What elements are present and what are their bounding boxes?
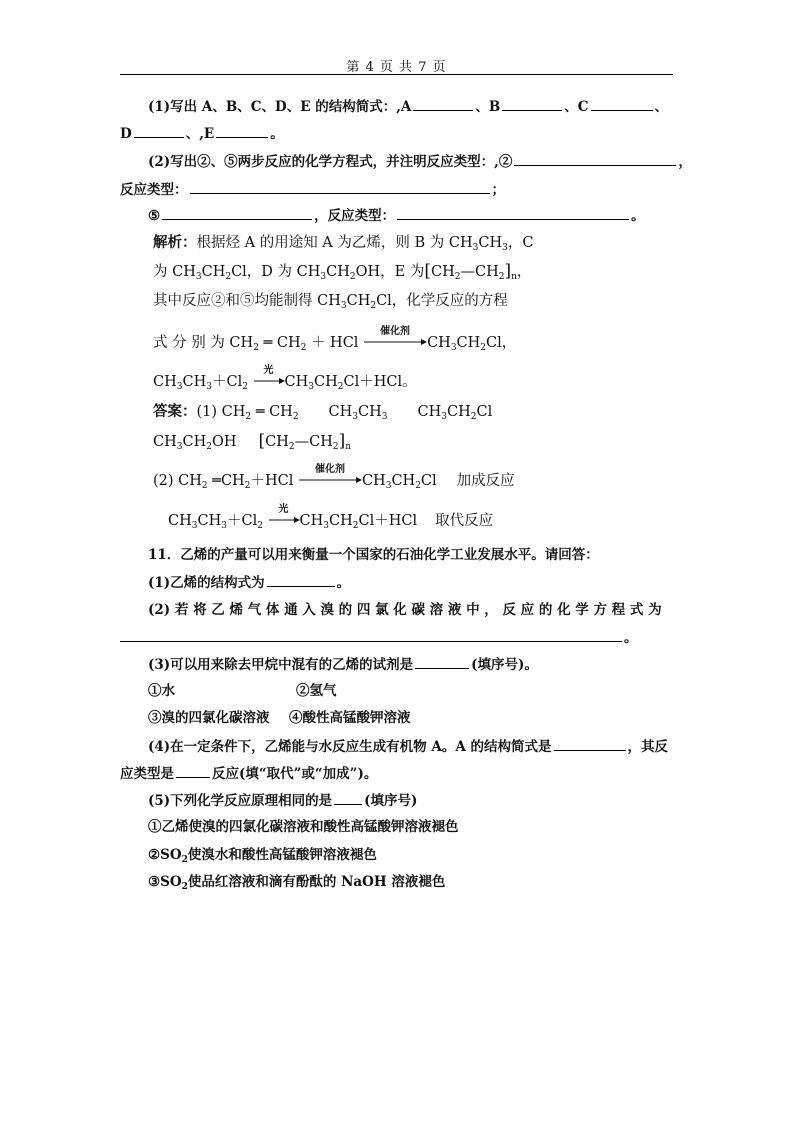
sol-l5-a: CH <box>153 374 177 390</box>
q10-part1-line1 <box>148 97 668 116</box>
sub: 2 <box>480 343 487 353</box>
q11-statement1: ①乙烯使溴的四氯化碳溶液和酸性高锰酸钾溶液褪色 <box>148 819 459 835</box>
q11-option4: ④酸性高锰酸钾溶液 <box>289 710 411 726</box>
q11-s2-b: 使溴水和酸性高锰酸钾溶液褪色 <box>187 847 377 863</box>
ans-c3: ＋HCl <box>250 473 294 489</box>
blank-eq2[interactable] <box>514 152 676 166</box>
ans-b4: CH <box>265 434 289 450</box>
q11-option1: ①水 <box>148 683 175 699</box>
blank-q11-4a[interactable] <box>554 737 626 751</box>
ans-b3: OH <box>211 434 237 450</box>
sub: 3 <box>176 382 183 392</box>
q11-part1 <box>148 573 350 592</box>
sub: 3 <box>320 272 327 282</box>
q10-part2-line1 <box>148 152 692 171</box>
sol-l3-c: Cl，化学反应的方程 <box>376 293 508 309</box>
sub: 2 <box>257 521 263 531</box>
sub-n: n <box>345 442 352 452</box>
sol-l4-f: Cl， <box>486 335 517 351</box>
solution-line5 <box>153 365 417 392</box>
sub: 3 <box>502 243 508 253</box>
sol-l4-e: CH <box>456 335 481 351</box>
catalyst-label: 催化剂 <box>380 326 411 337</box>
sub: 2 <box>415 481 421 491</box>
ans-c1: (2) CH <box>153 473 202 489</box>
blank-b[interactable] <box>502 97 562 111</box>
q11-p4-d: 反应(填“取代”或“加成”)。 <box>212 766 378 782</box>
q11-p4-c: 应类型是 <box>120 766 174 782</box>
q11-p1-label: (1)乙烯的结构式为 <box>148 575 265 591</box>
sub: 2 <box>454 272 461 282</box>
q10-part5-end: 。 <box>631 208 645 224</box>
q10-end: 。 <box>270 126 284 142</box>
q11-stem: 11．乙烯的产量可以用来衡量一个国家的石油化学工业发展水平。请回答： <box>148 547 599 563</box>
q11-part4-line2 <box>120 764 377 783</box>
sol-l5-c: ＋Cl <box>211 374 243 390</box>
q11-p2-end: 。 <box>624 630 638 646</box>
solution-line3 <box>153 291 508 311</box>
ans-c7: 加成反应 <box>456 473 515 489</box>
q11-option2: ②氢气 <box>296 683 337 699</box>
sub: 3 <box>385 481 392 491</box>
q10-sep-b: 、B <box>475 99 501 115</box>
ans-a1: (1) CH <box>196 404 246 420</box>
sol-l1-mid: CH <box>478 235 503 251</box>
ans-d3: ＋Cl <box>226 513 258 529</box>
ans-d7: 取代反应 <box>435 513 494 529</box>
sub: 3 <box>323 521 330 531</box>
ans-d1: CH <box>168 513 192 529</box>
sub: 3 <box>381 412 388 422</box>
q11-p4-b: ，其反 <box>627 739 669 755</box>
sub: 3 <box>472 243 479 253</box>
reaction-arrow-light <box>268 504 300 525</box>
sub: 2 <box>498 272 505 282</box>
q11-s3-b: 使品红溶液和滴有酚酞的 NaOH 溶液褪色 <box>187 874 446 890</box>
sol-l2-c: Cl，D 为 CH <box>231 264 321 280</box>
q11-part2-line1: (2) 若 将 乙 烯 气 体 通 入 溴 的 四 氯 化 碳 溶 液 中 ， 反 应 的 化 学 方 程 式 为 <box>148 602 662 618</box>
sol-l1-text: 根据烃 A 的用途知 A 为乙烯，则 B 为 CH <box>196 235 473 251</box>
q11-p3-label: (3)可以用来除去甲烷中混有的乙烯的试剂是 <box>148 657 414 673</box>
sub: 2 <box>225 272 232 282</box>
sub: 2 <box>292 412 299 422</box>
sol-l4-a: 式 分 别 为 CH <box>153 335 254 351</box>
sol-l2-g: —CH <box>460 264 499 280</box>
sub: 2 <box>332 442 339 452</box>
answer-line1 <box>153 402 492 422</box>
sol-l5-e: CH <box>314 374 338 390</box>
sub: 3 <box>221 521 227 531</box>
q11-part3 <box>148 655 538 674</box>
sub: 3 <box>176 442 183 452</box>
q10-part2-line2 <box>120 180 505 199</box>
ans-b5: —CH <box>294 434 333 450</box>
sub: 3 <box>308 382 315 392</box>
sub: 3 <box>441 412 447 422</box>
ans-c6: Cl <box>420 473 437 489</box>
reaction-arrow-light <box>253 365 285 386</box>
sol-l2-end: ， <box>516 264 532 280</box>
sol-l2-b: CH <box>201 264 226 280</box>
sol-l5-f: Cl＋HCl。 <box>343 374 417 390</box>
blank-type2[interactable] <box>190 180 490 194</box>
header-rule <box>120 74 673 75</box>
ans-d4: CH <box>299 513 324 529</box>
q10-part1-label: (1)写出 A、B、C、D、E 的结构简式：,A <box>148 99 412 115</box>
answer-title: 答案： <box>153 403 197 420</box>
q10-sep-c: 、C <box>564 99 589 115</box>
ans-d2: CH <box>197 513 222 529</box>
solution-line4 <box>153 326 517 353</box>
q11-part5 <box>148 791 417 810</box>
ans-a4: CH <box>358 404 382 420</box>
solution-line2 <box>153 261 531 282</box>
ans-a7: Cl <box>476 404 493 420</box>
sub-n: n <box>511 272 517 282</box>
ans-d5: CH <box>329 513 353 529</box>
blank-q11-4b[interactable] <box>176 764 210 778</box>
light-label: 光 <box>263 365 274 376</box>
blank-e[interactable] <box>216 124 268 138</box>
sub: 2 <box>244 481 251 491</box>
sub: 2 <box>370 301 377 311</box>
q10-sep-end: 、 <box>654 99 669 115</box>
q10-d-label: D <box>120 126 132 142</box>
sub: 2 <box>352 521 359 531</box>
polymer-bracket-open: [ <box>258 431 266 451</box>
sub: 2 <box>349 272 356 282</box>
sol-l4-d: CH <box>427 335 451 351</box>
sol-l2-d: CH <box>326 264 350 280</box>
blank-a[interactable] <box>413 97 473 111</box>
sub: 2 <box>470 412 477 422</box>
sub: 3 <box>191 521 198 531</box>
q11-statement2 <box>148 846 377 864</box>
sol-l2-a: 为 CH <box>153 264 196 280</box>
reaction-arrow-catalyst <box>298 464 362 485</box>
q11-p5-end: (填序号) <box>364 793 418 809</box>
sub: 2 <box>201 481 208 491</box>
polymer-bracket-close: ] <box>504 261 512 281</box>
sub: 2 <box>242 382 248 392</box>
sol-l1-end: ，C <box>507 235 534 251</box>
q10-part1-line2 <box>120 124 284 143</box>
blank-type5[interactable] <box>397 206 629 220</box>
ans-b1: CH <box>153 434 177 450</box>
sol-l2-e: OH，E 为 <box>355 264 425 280</box>
sub: 3 <box>352 412 359 422</box>
answer-line4 <box>168 504 494 531</box>
sub: 2 <box>337 382 344 392</box>
q10-sep-e: 、,E <box>185 126 215 142</box>
solution-line1 <box>153 233 533 253</box>
blank-c[interactable] <box>591 97 653 111</box>
catalyst-label: 催化剂 <box>314 464 345 475</box>
sub: 2 <box>181 882 188 892</box>
q11-s3-a: ③SO <box>148 874 182 890</box>
solution-title: 解析： <box>153 234 197 251</box>
q10-part2-comma: ， <box>678 154 692 170</box>
q11-s2-a: ②SO <box>148 847 182 863</box>
blank-d[interactable] <box>134 124 184 138</box>
q10-type-label-2: 反应类型： <box>120 182 188 198</box>
ans-a2: ═ CH <box>251 404 293 420</box>
q11-p1-end: 。 <box>336 575 351 591</box>
blank-eq5[interactable] <box>162 206 312 220</box>
sol-l5-b: CH <box>182 374 207 390</box>
q10-part2-line3 <box>148 206 645 225</box>
q11-p5-label: (5)下列化学反应原理相同的是 <box>148 793 333 809</box>
sol-l4-b: ═ CH <box>258 335 301 351</box>
sub: 3 <box>206 382 212 392</box>
q11-p3-end: (填序号)。 <box>471 657 538 673</box>
q11-part2-line2 <box>120 628 638 647</box>
ans-a6: CH <box>447 404 471 420</box>
sol-l5-d: CH <box>284 374 309 390</box>
answer-line3 <box>153 464 515 491</box>
q11-part4-line1 <box>148 737 668 756</box>
page-header: 第 4 页 共 7 页 <box>346 60 447 75</box>
q10-step5-label: ⑤ <box>148 208 161 224</box>
q10-part2-label: (2)写出②、⑤两步反应的化学方程式，并注明反应类型：,② <box>148 154 513 170</box>
sub: 2 <box>300 343 307 353</box>
blank-q11-2[interactable] <box>120 628 622 642</box>
light-label: 光 <box>278 504 289 515</box>
polymer-bracket-close: ] <box>338 431 346 451</box>
sub: 3 <box>195 272 202 282</box>
sub: 2 <box>245 412 252 422</box>
sub: 2 <box>288 442 295 452</box>
ans-c5: CH <box>391 473 416 489</box>
ans-b2: CH <box>182 434 207 450</box>
ans-a3: CH <box>328 404 353 420</box>
q10-type-label-5: ，反应类型： <box>314 208 396 224</box>
sub: 3 <box>340 301 347 311</box>
ans-d6: Cl＋HCl <box>358 513 418 529</box>
sub: 2 <box>181 855 188 865</box>
sol-l2-f: CH <box>431 264 455 280</box>
answer-line2 <box>153 431 351 452</box>
ans-a5: CH <box>417 404 442 420</box>
blank-q11-1[interactable] <box>267 573 335 587</box>
q11-statement3 <box>148 873 445 891</box>
q11-option3: ③溴的四氯化碳溶液 <box>148 710 270 726</box>
sol-l3-b: CH <box>346 293 371 309</box>
blank-q11-5[interactable] <box>334 791 362 805</box>
sol-l3-a: 其中反应②和⑤均能制得 CH <box>153 293 341 309</box>
sub: 2 <box>253 343 259 353</box>
sub: 2 <box>206 442 212 452</box>
blank-q11-3[interactable] <box>415 655 469 669</box>
polymer-bracket-open: [ <box>424 261 431 281</box>
q11-p4-label: (4)在一定条件下，乙烯能与水反应生成有机物 A。A 的结构简式是 <box>148 739 552 755</box>
ans-c2: ═CH <box>207 473 245 489</box>
reaction-arrow-catalyst <box>363 326 427 347</box>
q10-part2-semicolon: ； <box>491 182 505 198</box>
sol-l4-c: ＋ HCl <box>306 335 359 351</box>
ans-c4: CH <box>361 473 386 489</box>
sub: 3 <box>450 343 457 353</box>
